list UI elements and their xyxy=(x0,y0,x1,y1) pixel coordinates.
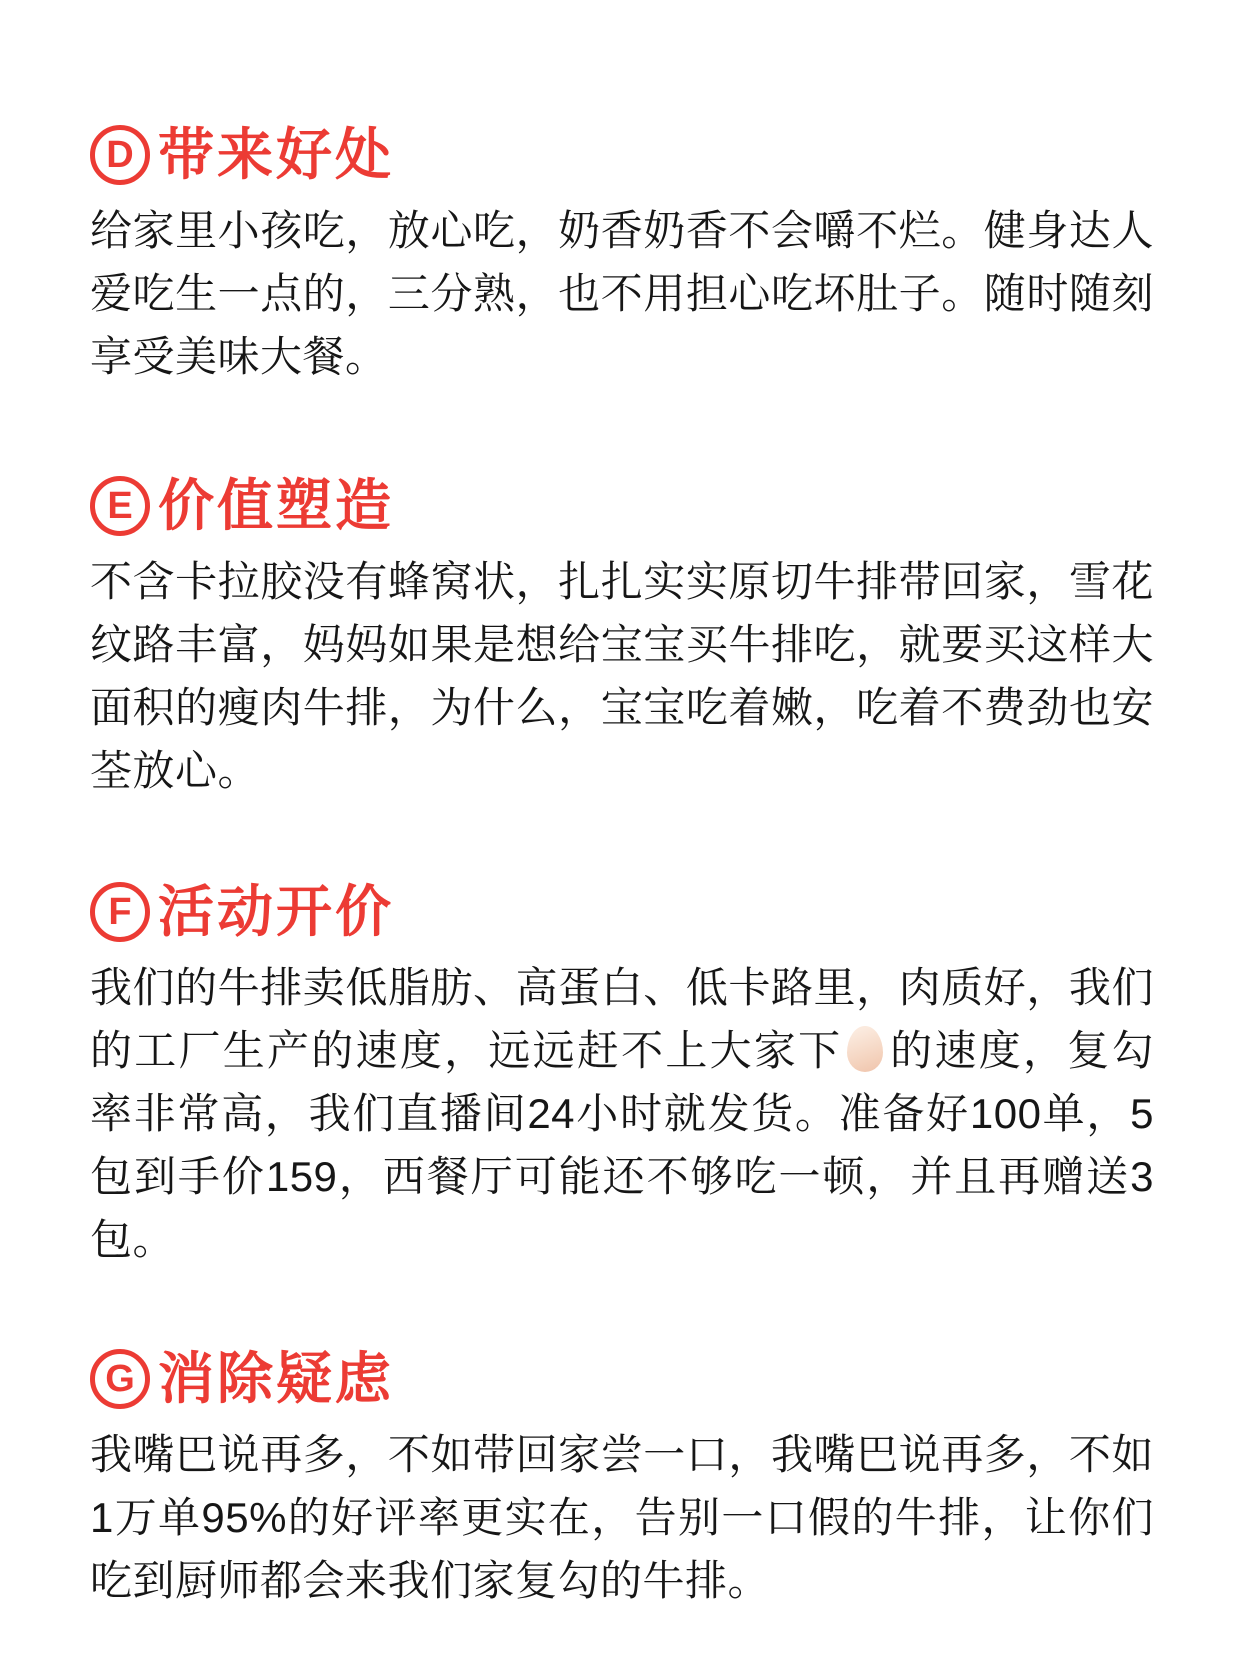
body-text-after-egg: 的速度，复勾率非常高，我们直播间24小时就发货。准备好100单，5包到手价159，西餐厅可能还不够吃一顿，并且再赠送3包。 xyxy=(90,1027,1154,1263)
section-value-shaping xyxy=(90,476,1154,802)
section-body-text: 给家里小孩吃，放心吃，奶香奶香不会嚼不烂。健身达人爱吃生一点的，三分熟，也不用担心吃坏肚子。随时随刻享受美味大餐。 xyxy=(90,207,1154,380)
circled-letter-e-icon: E xyxy=(90,476,150,536)
circled-letter-f-icon: F xyxy=(90,882,150,942)
section-body-text: 不含卡拉胶没有蜂窝状，扎扎实实原切牛排带回家，雪花纹路丰富，妈妈如果是想给宝宝买牛排吃，就要买这样大面积的瘦肉牛排，为什么，宝宝吃着嫩，吃着不费劲也安荃放心。 xyxy=(90,558,1154,794)
section-title: 带来好处 xyxy=(158,123,394,186)
section-body-text xyxy=(90,956,1154,1271)
section-body-text: 我嘴巴说再多，不如带回家尝一口，我嘴巴说再多，不如1万单95%的好评率更实在，告别一口假的牛排，让你们吃到厨师都会来我们家复勾的牛排。 xyxy=(90,1431,1154,1604)
section-title: 消除疑虑 xyxy=(158,1347,394,1410)
circled-letter-g-icon: G xyxy=(90,1349,150,1409)
section-bring-benefits xyxy=(90,125,1154,388)
section-heading xyxy=(90,1349,1154,1409)
section-heading xyxy=(90,882,1154,942)
section-heading xyxy=(90,125,1154,185)
section-heading xyxy=(90,476,1154,536)
section-title: 价值塑造 xyxy=(158,474,394,537)
body-text-before-egg: 我们的牛排卖低脂肪、高蛋白、低卡路里，肉质好，我们的工厂生产的速度，远远赶不上大家下 xyxy=(90,964,1154,1074)
section-remove-doubts xyxy=(90,1349,1154,1612)
egg-icon xyxy=(847,1026,883,1072)
section-title: 活动开价 xyxy=(158,880,394,943)
section-activity-pricing xyxy=(90,882,1154,1271)
circled-letter-d-icon: D xyxy=(90,125,150,185)
